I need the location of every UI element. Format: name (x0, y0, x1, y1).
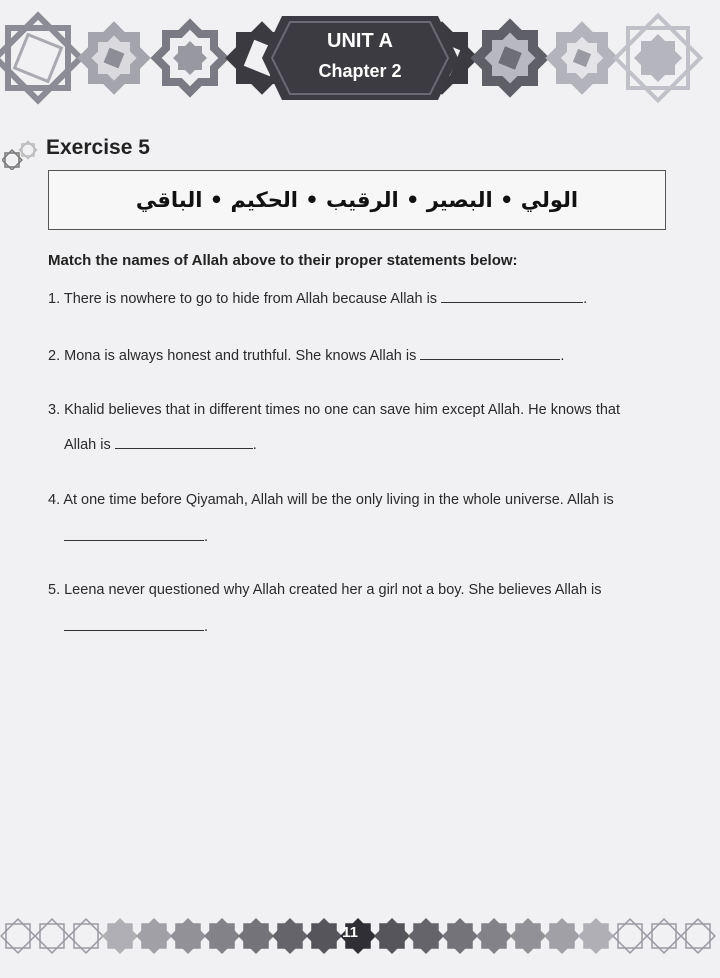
unit-banner-text (262, 26, 458, 86)
octagram-ornament-5 (470, 18, 549, 97)
footer-star (511, 919, 545, 953)
period-3: . (252, 437, 257, 453)
footer-star (103, 919, 137, 953)
unit-label: UNIT A (327, 30, 393, 52)
period-1: . (583, 291, 588, 307)
octagram-ornament-7 (616, 16, 701, 101)
question-3-text-cont: Allah is (64, 437, 111, 453)
chapter-label: Chapter 2 (318, 61, 402, 81)
footer-star (375, 919, 409, 953)
footer-star (613, 919, 647, 953)
octagram-ornament-1 (0, 16, 80, 101)
footer-star (545, 919, 579, 953)
period-2: . (560, 348, 565, 364)
question-4-text: 4. At one time before Qiyamah, Allah will be the only living in the whole universe. Allah is (48, 492, 614, 508)
footer-star (35, 919, 69, 953)
footer-star (69, 919, 103, 953)
octagram-ornament-6 (545, 21, 619, 95)
question-1-text: 1. There is nowhere to go to hide from Allah because Allah is (48, 291, 438, 307)
answer-blank-4[interactable] (64, 526, 204, 541)
question-1 (48, 288, 688, 309)
question-2-text: 2. Mona is always honest and truthful. She knows Allah is (48, 348, 417, 364)
question-3-continued (64, 434, 704, 455)
question-5 (48, 580, 688, 600)
footer-star (477, 919, 511, 953)
names-of-allah-box (48, 170, 666, 230)
question-4-continued (64, 526, 704, 547)
period-5: . (204, 619, 209, 635)
question-4 (48, 490, 688, 510)
octagram-ornament-3 (150, 18, 229, 97)
footer-star (171, 919, 205, 953)
page-number: 11 (342, 924, 358, 941)
question-5-continued (64, 616, 704, 637)
answer-blank-5[interactable] (64, 616, 204, 631)
footer-star (273, 919, 307, 953)
footer-star (443, 919, 477, 953)
instructions-text: Match the names of Allah above to their proper statements below: (48, 252, 518, 269)
footer-star (137, 919, 171, 953)
footer-star (1, 919, 35, 953)
footer-star (239, 919, 273, 953)
answer-blank-1[interactable] (441, 288, 583, 303)
period-4: . (204, 529, 209, 545)
octagram-ornament-2 (77, 21, 151, 95)
question-5-text: 5. Leena never questioned why Allah created her a girl not a boy. She believes Allah is (48, 582, 602, 598)
footer-star (579, 919, 613, 953)
footer-star (647, 919, 681, 953)
question-3-text: 3. Khalid believes that in different times no one can save him except Allah. He knows that (48, 402, 621, 418)
exercise-star-icon (2, 140, 38, 170)
footer-star (409, 919, 443, 953)
names-of-allah-text: الولي • البصير • الرقيب • الحكيم • الباقي (135, 188, 579, 212)
footer-star (681, 919, 715, 953)
question-2 (48, 345, 688, 366)
answer-blank-2[interactable] (420, 345, 560, 360)
exercise-title: Exercise 5 (46, 136, 150, 159)
footer-star (205, 919, 239, 953)
question-3 (48, 400, 688, 420)
answer-blank-3[interactable] (115, 434, 253, 449)
